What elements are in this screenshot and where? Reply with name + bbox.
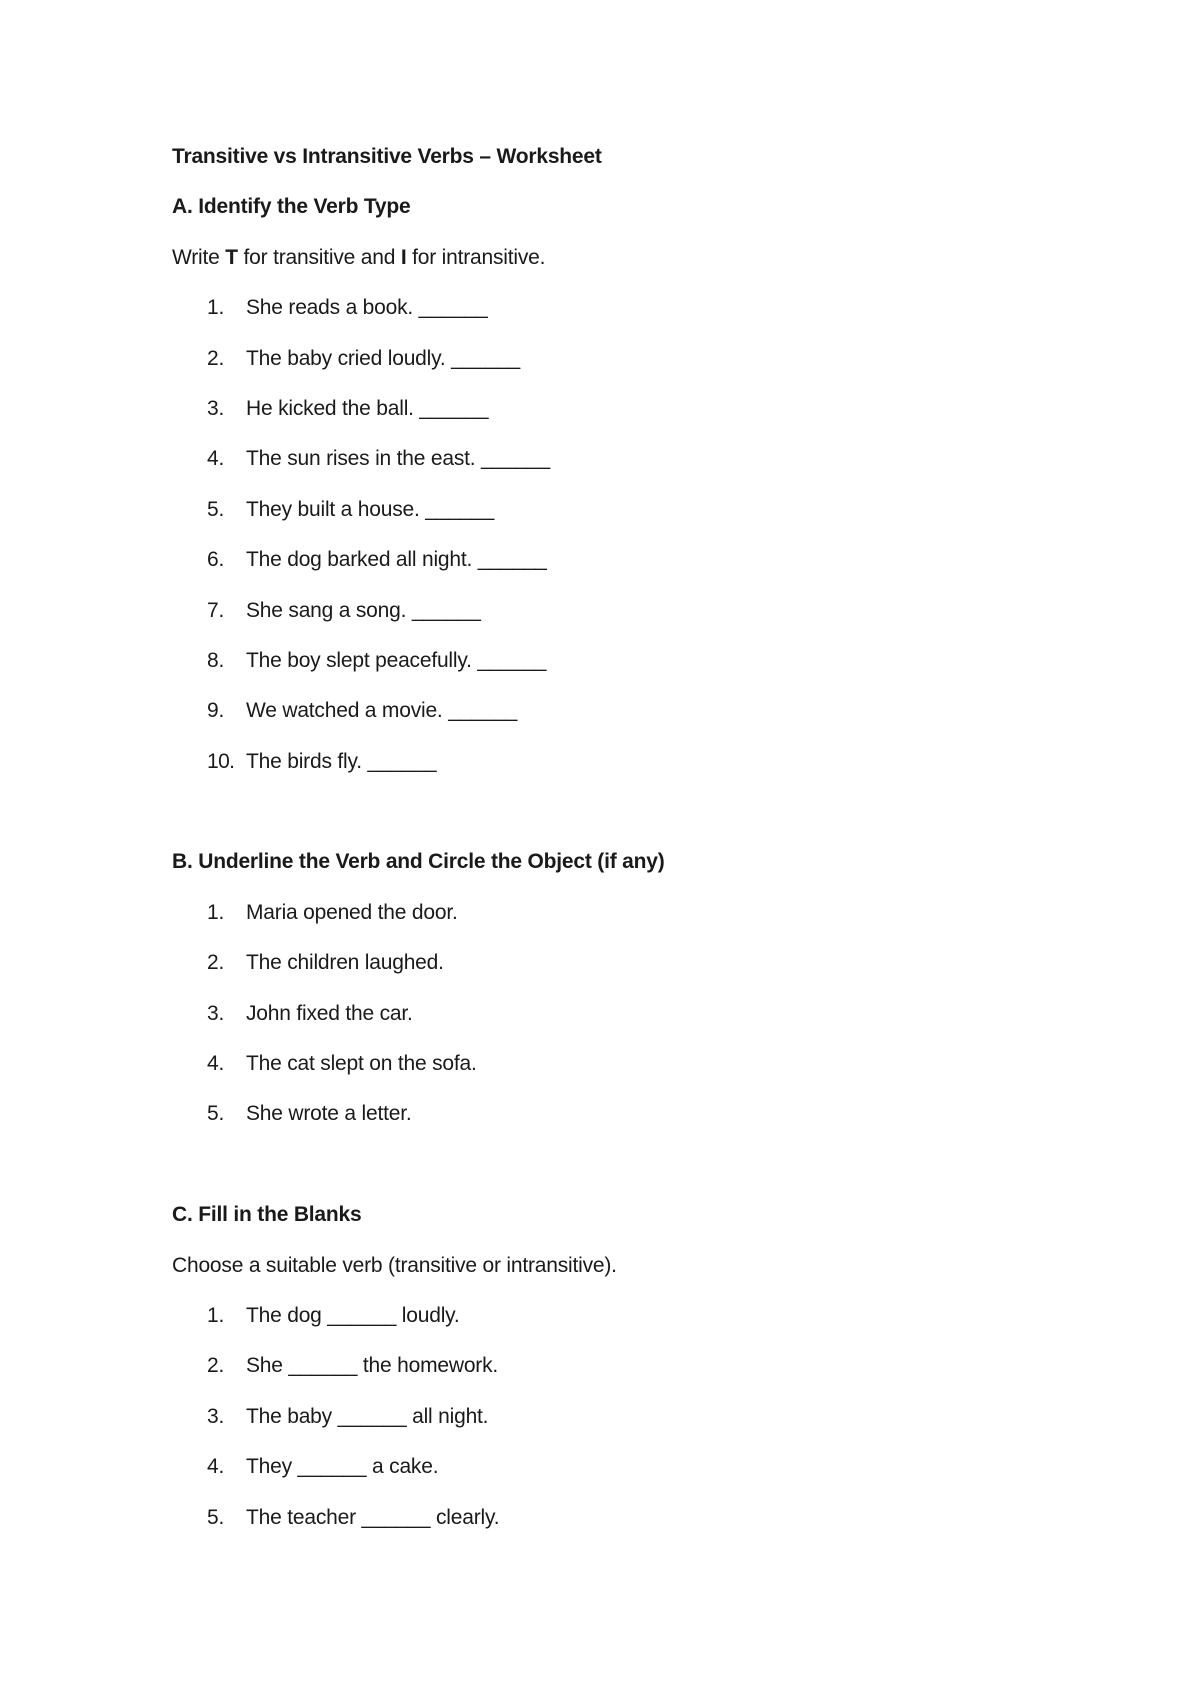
item-number: 8.	[207, 648, 225, 672]
item-number: 4.	[207, 1052, 225, 1076]
list-item	[172, 1349, 1072, 1399]
item-text: He kicked the ball. ______	[246, 396, 489, 420]
item-text: The boy slept peacefully. ______	[246, 648, 547, 672]
list-item	[172, 291, 1072, 341]
section-spacer	[172, 1148, 1072, 1198]
item-number: 1.	[207, 1303, 225, 1327]
item-number: 7.	[207, 598, 225, 622]
item-text: She wrote a letter.	[246, 1102, 412, 1126]
instruction-t-letter: T	[225, 245, 238, 269]
item-number: 9.	[207, 699, 225, 723]
item-text: Maria opened the door.	[246, 900, 458, 924]
section-c-list	[172, 1299, 1072, 1551]
instruction-text-pre: Write	[172, 245, 226, 269]
item-text: The baby cried loudly. ______	[246, 346, 520, 370]
item-number: 2.	[207, 1354, 225, 1378]
item-number: 10.	[207, 749, 235, 773]
section-spacer	[172, 795, 1072, 845]
list-item	[172, 1450, 1072, 1500]
item-text: The dog barked all night. ______	[246, 548, 547, 572]
section-c-heading: C. Fill in the Blanks	[172, 1203, 362, 1227]
section-b-list	[172, 896, 1072, 1148]
list-item	[172, 1400, 1072, 1450]
item-number: 3.	[207, 1404, 225, 1428]
item-number: 2.	[207, 951, 225, 975]
list-item	[172, 896, 1072, 946]
item-text: She reads a book. ______	[246, 296, 488, 320]
item-text: The birds fly. ______	[246, 749, 437, 773]
list-item	[172, 1501, 1072, 1551]
item-text: John fixed the car.	[246, 1001, 413, 1025]
item-text: She sang a song. ______	[246, 598, 481, 622]
item-text: The sun rises in the east. ______	[246, 447, 550, 471]
item-number: 4.	[207, 1455, 225, 1479]
worksheet-content	[172, 140, 1072, 1551]
item-text: The teacher ______ clearly.	[246, 1505, 500, 1529]
section-a-instruction	[172, 241, 1072, 291]
list-item	[172, 694, 1072, 744]
list-item	[172, 442, 1072, 492]
item-number: 4.	[207, 447, 225, 471]
item-text: She ______ the homework.	[246, 1354, 499, 1378]
item-number: 2.	[207, 346, 225, 370]
item-text: We watched a movie. ______	[246, 699, 518, 723]
list-item	[172, 392, 1072, 442]
item-number: 1.	[207, 296, 225, 320]
item-number: 1.	[207, 900, 225, 924]
item-text: The children laughed.	[246, 951, 444, 975]
item-text: The cat slept on the sofa.	[246, 1052, 477, 1076]
list-item	[172, 493, 1072, 543]
list-item	[172, 543, 1072, 593]
section-a-heading: A. Identify the Verb Type	[172, 195, 411, 219]
list-item	[172, 997, 1072, 1047]
list-item	[172, 946, 1072, 996]
instruction-text-mid: for transitive and	[237, 245, 401, 269]
list-item	[172, 342, 1072, 392]
section-c-instruction: Choose a suitable verb (transitive or intransitive).	[172, 1253, 617, 1277]
list-item	[172, 745, 1072, 795]
instruction-i-letter: I	[400, 245, 407, 269]
section-a-list	[172, 291, 1072, 795]
item-text: The baby ______ all night.	[246, 1404, 489, 1428]
item-number: 5.	[207, 497, 225, 521]
item-text: They built a house. ______	[246, 497, 495, 521]
section-b-heading: B. Underline the Verb and Circle the Object (if any)	[172, 850, 665, 874]
list-item	[172, 1047, 1072, 1097]
instruction-text-post: for intransitive.	[406, 245, 546, 269]
item-number: 5.	[207, 1505, 225, 1529]
list-item	[172, 644, 1072, 694]
item-text: They ______ a cake.	[246, 1455, 439, 1479]
list-item	[172, 1097, 1072, 1147]
item-text: The dog ______ loudly.	[246, 1303, 460, 1327]
item-number: 3.	[207, 1001, 225, 1025]
item-number: 5.	[207, 1102, 225, 1126]
list-item	[172, 1299, 1072, 1349]
item-number: 3.	[207, 396, 225, 420]
page-title: Transitive vs Intransitive Verbs – Worksheet	[172, 145, 602, 168]
item-number: 6.	[207, 548, 225, 572]
list-item	[172, 594, 1072, 644]
